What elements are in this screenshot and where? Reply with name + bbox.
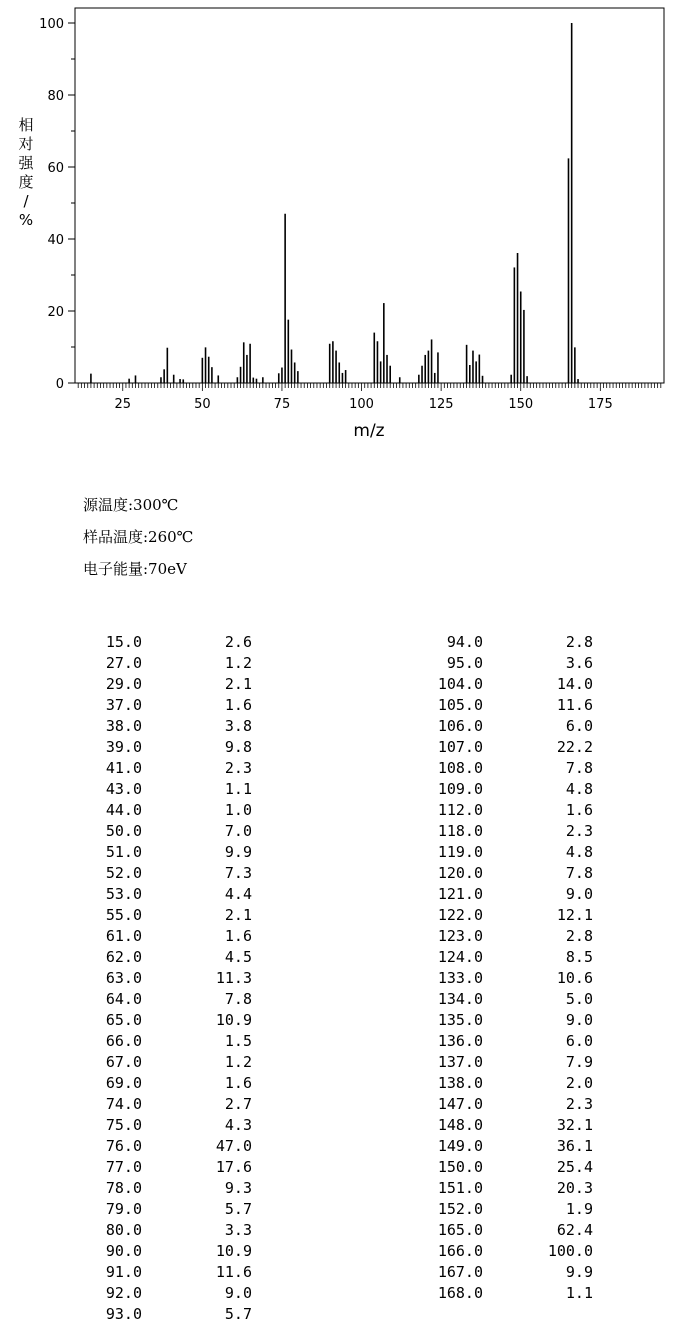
intensity-value: 20.3 xyxy=(556,1179,593,1197)
intensity-value: 10.9 xyxy=(215,1011,252,1029)
intensity-value: 9.0 xyxy=(224,1284,252,1302)
table-row xyxy=(405,842,593,863)
intensity-value: 1.6 xyxy=(565,801,593,819)
intensity-value: 10.9 xyxy=(215,1242,252,1260)
intensity-value: 62.4 xyxy=(556,1221,593,1239)
mz-value: 121.0 xyxy=(437,885,483,903)
table-row xyxy=(80,758,252,779)
intensity-value: 9.3 xyxy=(224,1179,252,1197)
x-tick-label: 75 xyxy=(273,397,291,412)
mz-value: 78.0 xyxy=(105,1179,142,1197)
table-row xyxy=(405,779,593,800)
mz-value: 149.0 xyxy=(437,1137,483,1155)
intensity-value: 11.6 xyxy=(556,696,593,714)
x-axis-ticks xyxy=(78,383,661,412)
y-axis-ticks xyxy=(39,17,75,392)
table-row xyxy=(80,1199,252,1220)
intensity-value: 10.6 xyxy=(556,969,593,987)
mz-value: 51.0 xyxy=(105,843,142,861)
table-row xyxy=(80,1136,252,1157)
sample-temperature: 样品温度:260℃ xyxy=(83,528,194,546)
electron-energy: 电子能量:70eV xyxy=(83,560,187,578)
intensity-value: 12.1 xyxy=(556,906,593,924)
intensity-value: 9.8 xyxy=(224,738,252,756)
mz-value: 61.0 xyxy=(105,927,142,945)
table-row xyxy=(405,716,593,737)
mz-value: 55.0 xyxy=(105,906,142,924)
intensity-value: 47.0 xyxy=(215,1137,252,1155)
table-row xyxy=(80,674,252,695)
table-row xyxy=(405,821,593,842)
mz-value: 65.0 xyxy=(105,1011,142,1029)
mz-value: 150.0 xyxy=(437,1158,483,1176)
table-row xyxy=(80,1157,252,1178)
table-row xyxy=(405,632,593,653)
mz-value: 109.0 xyxy=(437,780,483,798)
table-row xyxy=(405,1241,593,1262)
table-row xyxy=(405,1178,593,1199)
intensity-value: 7.8 xyxy=(565,759,593,777)
intensity-value: 2.8 xyxy=(565,633,593,651)
mz-value: 29.0 xyxy=(105,675,142,693)
table-row xyxy=(80,926,252,947)
mz-value: 168.0 xyxy=(437,1284,483,1302)
mz-value: 90.0 xyxy=(105,1242,142,1260)
mz-value: 27.0 xyxy=(105,654,142,672)
intensity-value: 2.1 xyxy=(224,906,252,924)
intensity-value: 3.6 xyxy=(565,654,593,672)
mz-value: 104.0 xyxy=(437,675,483,693)
x-axis-label: m/z xyxy=(353,421,385,441)
mz-value: 69.0 xyxy=(105,1074,142,1092)
table-row xyxy=(405,926,593,947)
table-row xyxy=(405,1010,593,1031)
table-row xyxy=(80,1115,252,1136)
intensity-value: 2.7 xyxy=(224,1095,252,1113)
x-tick-label: 25 xyxy=(114,397,132,412)
table-row xyxy=(405,800,593,821)
intensity-value: 25.4 xyxy=(556,1158,593,1176)
intensity-value: 1.1 xyxy=(565,1284,593,1302)
table-row xyxy=(80,1283,252,1304)
mz-value: 77.0 xyxy=(105,1158,142,1176)
table-row xyxy=(80,1241,252,1262)
mz-value: 165.0 xyxy=(437,1221,483,1239)
y-axis-label: 相对强度/ % xyxy=(18,116,34,229)
intensity-value: 2.3 xyxy=(224,759,252,777)
table-row xyxy=(405,737,593,758)
table-row xyxy=(80,695,252,716)
mz-value: 120.0 xyxy=(437,864,483,882)
table-row xyxy=(80,1094,252,1115)
intensity-value: 1.1 xyxy=(224,780,252,798)
intensity-value: 2.6 xyxy=(224,633,252,651)
intensity-value: 32.1 xyxy=(556,1116,593,1134)
y-tick-label: 0 xyxy=(55,377,64,392)
intensity-value: 2.3 xyxy=(565,1095,593,1113)
intensity-value: 1.2 xyxy=(224,654,252,672)
mz-value: 91.0 xyxy=(105,1263,142,1281)
mz-value: 119.0 xyxy=(437,843,483,861)
intensity-value: 14.0 xyxy=(556,675,593,693)
mz-value: 93.0 xyxy=(105,1305,142,1323)
table-row xyxy=(405,989,593,1010)
mz-value: 52.0 xyxy=(105,864,142,882)
table-row xyxy=(405,1220,593,1241)
table-row xyxy=(80,968,252,989)
mz-value: 148.0 xyxy=(437,1116,483,1134)
intensity-value: 5.7 xyxy=(224,1305,252,1323)
table-row xyxy=(80,947,252,968)
table-row xyxy=(405,674,593,695)
mz-value: 95.0 xyxy=(446,654,483,672)
table-row xyxy=(405,1283,593,1304)
intensity-value: 1.5 xyxy=(224,1032,252,1050)
intensity-value: 1.6 xyxy=(224,1074,252,1092)
intensity-value: 1.6 xyxy=(224,927,252,945)
table-row xyxy=(405,1052,593,1073)
table-row xyxy=(80,842,252,863)
mz-value: 167.0 xyxy=(437,1263,483,1281)
table-row xyxy=(405,758,593,779)
intensity-value: 4.8 xyxy=(565,843,593,861)
y-tick-label: 100 xyxy=(39,17,64,32)
intensity-value: 5.0 xyxy=(565,990,593,1008)
table-row xyxy=(405,1157,593,1178)
mz-value: 112.0 xyxy=(437,801,483,819)
mz-value: 64.0 xyxy=(105,990,142,1008)
intensity-value: 11.3 xyxy=(215,969,252,987)
peak-table-right xyxy=(405,632,593,1304)
intensity-value: 7.0 xyxy=(224,822,252,840)
mz-value: 79.0 xyxy=(105,1200,142,1218)
intensity-value: 100.0 xyxy=(547,1242,593,1260)
table-row xyxy=(80,1031,252,1052)
table-row xyxy=(405,653,593,674)
table-row xyxy=(405,1136,593,1157)
intensity-value: 2.0 xyxy=(565,1074,593,1092)
table-row xyxy=(405,884,593,905)
mz-value: 74.0 xyxy=(105,1095,142,1113)
table-row xyxy=(80,779,252,800)
intensity-value: 2.8 xyxy=(565,927,593,945)
table-row xyxy=(80,821,252,842)
mz-value: 43.0 xyxy=(105,780,142,798)
intensity-value: 17.6 xyxy=(215,1158,252,1176)
intensity-value: 7.8 xyxy=(565,864,593,882)
mz-value: 151.0 xyxy=(437,1179,483,1197)
intensity-value: 5.7 xyxy=(224,1200,252,1218)
mz-value: 137.0 xyxy=(437,1053,483,1071)
intensity-value: 2.3 xyxy=(565,822,593,840)
table-row xyxy=(405,947,593,968)
mz-value: 138.0 xyxy=(437,1074,483,1092)
mz-value: 15.0 xyxy=(105,633,142,651)
y-tick-label: 80 xyxy=(47,89,64,104)
mz-value: 63.0 xyxy=(105,969,142,987)
mz-value: 92.0 xyxy=(105,1284,142,1302)
mz-value: 147.0 xyxy=(437,1095,483,1113)
table-row xyxy=(80,989,252,1010)
intensity-value: 9.0 xyxy=(565,885,593,903)
mz-value: 76.0 xyxy=(105,1137,142,1155)
intensity-value: 4.3 xyxy=(224,1116,252,1134)
mz-value: 136.0 xyxy=(437,1032,483,1050)
source-temperature: 源温度:300℃ xyxy=(83,496,179,514)
mz-value: 123.0 xyxy=(437,927,483,945)
plot-frame xyxy=(75,8,664,383)
intensity-value: 1.6 xyxy=(224,696,252,714)
table-row xyxy=(80,1052,252,1073)
intensity-value: 2.1 xyxy=(224,675,252,693)
x-tick-label: 150 xyxy=(508,397,534,412)
x-tick-label: 125 xyxy=(428,397,454,412)
mz-value: 94.0 xyxy=(446,633,483,651)
mz-value: 39.0 xyxy=(105,738,142,756)
table-row xyxy=(80,716,252,737)
intensity-value: 36.1 xyxy=(556,1137,593,1155)
mz-value: 106.0 xyxy=(437,717,483,735)
intensity-value: 1.2 xyxy=(224,1053,252,1071)
table-row xyxy=(80,863,252,884)
intensity-value: 4.4 xyxy=(224,885,252,903)
intensity-value: 1.9 xyxy=(565,1200,593,1218)
table-row xyxy=(80,1304,252,1325)
x-tick-label: 50 xyxy=(194,397,211,412)
table-row xyxy=(405,1199,593,1220)
mz-value: 38.0 xyxy=(105,717,142,735)
intensity-value: 4.8 xyxy=(565,780,593,798)
intensity-value: 9.9 xyxy=(565,1263,593,1281)
mz-value: 44.0 xyxy=(105,801,142,819)
table-row xyxy=(405,1094,593,1115)
mz-value: 152.0 xyxy=(437,1200,483,1218)
mz-value: 108.0 xyxy=(437,759,483,777)
intensity-value: 9.9 xyxy=(224,843,252,861)
mz-value: 105.0 xyxy=(437,696,483,714)
intensity-value: 6.0 xyxy=(565,1032,593,1050)
table-row xyxy=(80,884,252,905)
mz-value: 122.0 xyxy=(437,906,483,924)
intensity-value: 4.5 xyxy=(224,948,252,966)
table-row xyxy=(80,1178,252,1199)
mz-value: 107.0 xyxy=(437,738,483,756)
table-row xyxy=(80,800,252,821)
table-row xyxy=(405,968,593,989)
mz-value: 134.0 xyxy=(437,990,483,1008)
table-row xyxy=(80,737,252,758)
mz-value: 41.0 xyxy=(105,759,142,777)
intensity-value: 3.8 xyxy=(224,717,252,735)
table-row xyxy=(405,905,593,926)
table-row xyxy=(405,1115,593,1136)
intensity-value: 8.5 xyxy=(565,948,593,966)
mz-value: 133.0 xyxy=(437,969,483,987)
intensity-value: 7.8 xyxy=(224,990,252,1008)
table-row xyxy=(405,1073,593,1094)
mz-value: 53.0 xyxy=(105,885,142,903)
spectrum-peaks xyxy=(91,23,578,383)
table-row xyxy=(80,1220,252,1241)
x-tick-label: 100 xyxy=(349,397,374,412)
table-row xyxy=(405,1031,593,1052)
mz-value: 124.0 xyxy=(437,948,483,966)
mz-value: 118.0 xyxy=(437,822,483,840)
intensity-value: 6.0 xyxy=(565,717,593,735)
y-tick-label: 60 xyxy=(47,161,64,176)
intensity-value: 3.3 xyxy=(224,1221,252,1239)
mz-value: 66.0 xyxy=(105,1032,142,1050)
table-row xyxy=(405,695,593,716)
table-row xyxy=(80,905,252,926)
intensity-value: 11.6 xyxy=(215,1263,252,1281)
mz-value: 50.0 xyxy=(105,822,142,840)
mz-value: 67.0 xyxy=(105,1053,142,1071)
x-tick-label: 175 xyxy=(587,397,613,412)
intensity-value: 9.0 xyxy=(565,1011,593,1029)
mz-value: 37.0 xyxy=(105,696,142,714)
intensity-value: 7.3 xyxy=(224,864,252,882)
table-row xyxy=(405,863,593,884)
y-tick-label: 20 xyxy=(47,305,64,320)
mz-value: 135.0 xyxy=(437,1011,483,1029)
mz-value: 166.0 xyxy=(437,1242,483,1260)
mass-spectrum-chart xyxy=(0,0,698,450)
mz-value: 62.0 xyxy=(105,948,142,966)
mz-value: 75.0 xyxy=(105,1116,142,1134)
table-row xyxy=(80,1010,252,1031)
peak-table-left xyxy=(80,632,252,1325)
table-row xyxy=(80,1262,252,1283)
table-row xyxy=(405,1262,593,1283)
intensity-value: 1.0 xyxy=(224,801,252,819)
mz-value: 80.0 xyxy=(105,1221,142,1239)
table-row xyxy=(80,1073,252,1094)
y-tick-label: 40 xyxy=(47,233,64,248)
intensity-value: 22.2 xyxy=(556,738,593,756)
intensity-value: 7.9 xyxy=(565,1053,593,1071)
table-row xyxy=(80,653,252,674)
table-row xyxy=(80,632,252,653)
